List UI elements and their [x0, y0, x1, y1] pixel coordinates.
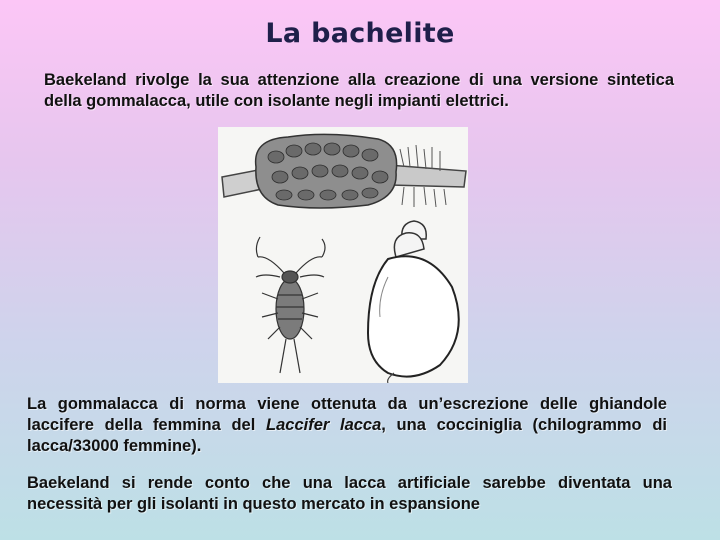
paragraph-text: , una cocciniglia (chilogrammo di lacca/33000 femmine).: [27, 416, 667, 455]
slide-title: La bachelite: [265, 18, 455, 49]
species-name: Laccifer lacca: [266, 416, 382, 434]
paragraph-text: La gommalacca di norma viene ottenuta da un’escrezione delle ghiandole laccifere della femmina del: [27, 395, 667, 434]
lac-insect-illustration: [218, 127, 468, 383]
lac-insect-icon: [256, 237, 325, 373]
lac-encrusted-twig-icon: [222, 134, 466, 208]
gommalacca-paragraph: [27, 394, 667, 457]
female-lac-insect-body-icon: [368, 221, 459, 383]
intro-paragraph: Baekeland rivolge la sua attenzione alla creazione di una versione sintetica della gommalacca, utile con isolante negli impianti elettrici.: [44, 71, 674, 110]
conclusion-paragraph: Baekeland si rende conto che una lacca artificiale sarebbe diventata una necessità per gli isolanti in questo mercato in espansione: [27, 474, 672, 513]
